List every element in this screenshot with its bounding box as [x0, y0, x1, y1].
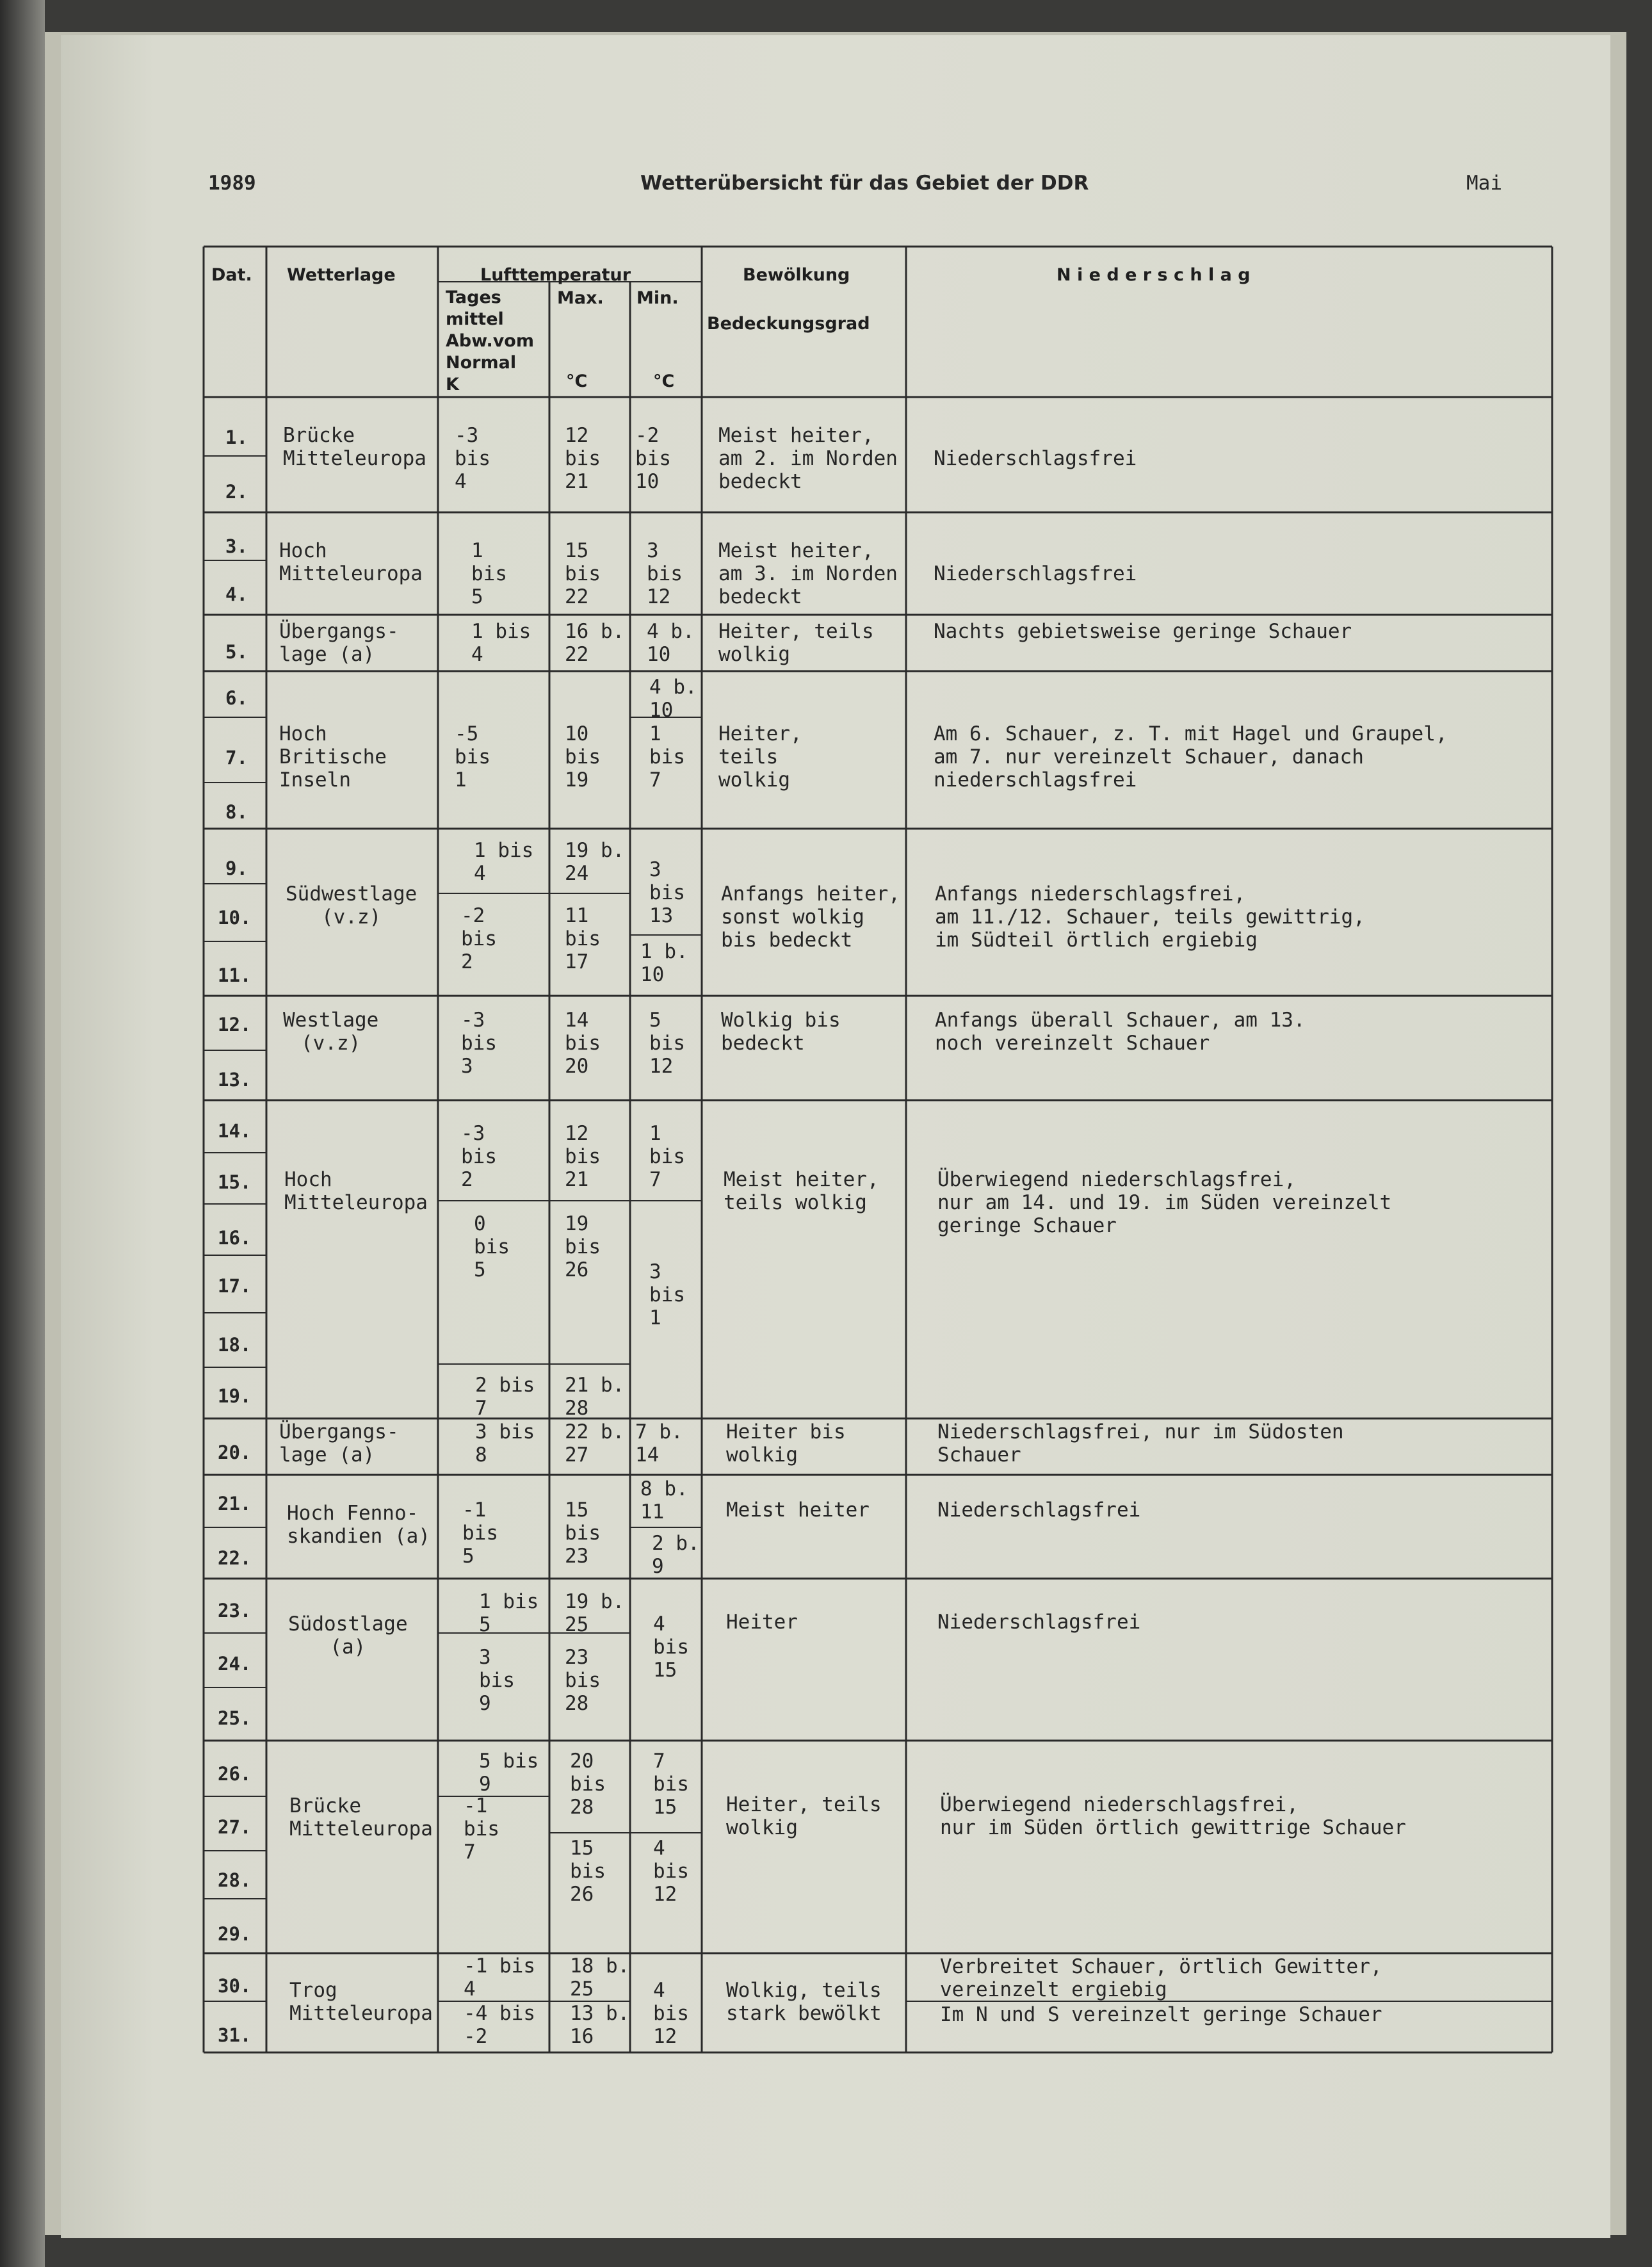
- max-temp: 18 b. 25: [570, 1954, 630, 2001]
- max-temp: 21 b. 28: [565, 1374, 625, 1420]
- cloud-cover: Heiter, teils wolkig: [718, 620, 874, 666]
- weather-situation: Brücke Mitteleuropa: [283, 424, 426, 470]
- daily-mean: 2 bis 7: [475, 1374, 535, 1420]
- max-temp: 20 bis 28: [570, 1750, 606, 1819]
- min-temp: 4 b. 10: [647, 620, 695, 666]
- min-temp: 7 b. 14: [635, 1420, 683, 1467]
- max-temp: 22 b. 27: [565, 1420, 625, 1467]
- col-date-header: Dat.: [211, 265, 252, 285]
- precipitation: Niederschlagsfrei, nur im Südosten Schauer: [937, 1420, 1344, 1467]
- day-number: 8.: [225, 801, 248, 823]
- weather-situation: Hoch Mitteleuropa: [284, 1168, 428, 1214]
- max-temp: 15 bis 26: [570, 1837, 606, 1906]
- day-number: 23.: [218, 1600, 252, 1621]
- min-temp: 1 bis 7: [649, 722, 685, 792]
- precipitation: Anfangs niederschlagsfrei, am 11./12. Schauer, teils gewittrig, im Südteil örtlich ergiebig: [935, 882, 1365, 952]
- daily-mean: -4 bis -2: [464, 2002, 535, 2048]
- min-temp: 4 bis 12: [653, 1979, 689, 2048]
- max-temp: 19 b. 24: [565, 839, 625, 885]
- header-year: 1989: [208, 172, 256, 195]
- col-max-header: Max.: [557, 288, 604, 308]
- day-number: 16.: [218, 1227, 252, 1249]
- cloud-cover: Heiter bis wolkig: [726, 1420, 846, 1467]
- day-number: 25.: [218, 1707, 252, 1729]
- daily-mean: -1 bis 7: [464, 1794, 499, 1864]
- min-temp: 8 b. 11: [640, 1477, 688, 1524]
- day-number: 29.: [218, 1923, 252, 1945]
- cloud-cover: Wolkig bis bedeckt: [721, 1009, 841, 1055]
- col-situation-header: Wetterlage: [287, 265, 396, 285]
- min-temp: 4 bis 12: [653, 1837, 689, 1906]
- cloud-cover: Meist heiter, am 3. im Norden bedeckt: [718, 539, 898, 608]
- min-temp: 4 b. 10: [649, 676, 697, 722]
- max-temp: 16 b. 22: [565, 620, 625, 666]
- max-temp: 13 b. 16: [570, 2002, 630, 2048]
- day-number: 3.: [225, 535, 248, 557]
- min-temp: 2 b. 9: [652, 1532, 700, 1578]
- day-number: 19.: [218, 1385, 252, 1407]
- day-number: 18.: [218, 1334, 252, 1356]
- weather-situation: Übergangs- lage (a): [279, 1420, 399, 1467]
- daily-mean: -1 bis 5: [462, 1499, 498, 1568]
- day-number: 6.: [225, 687, 248, 709]
- col-min-unit: °C: [653, 371, 675, 391]
- day-number: 4.: [225, 583, 248, 605]
- min-temp: 3 bis 13: [649, 858, 685, 927]
- cloud-cover: Heiter: [726, 1611, 798, 1634]
- min-temp: -2 bis 10: [635, 424, 671, 493]
- header-month: Mai: [1466, 172, 1502, 195]
- max-temp: 15 bis 23: [565, 1499, 601, 1568]
- max-temp: 10 bis 19: [565, 722, 601, 792]
- day-number: 12.: [218, 1014, 252, 1036]
- min-temp: 3 bis 1: [649, 1260, 685, 1329]
- weather-situation: Südwestlage (v.z): [286, 882, 417, 929]
- cloud-cover: Meist heiter, teils wolkig: [724, 1168, 879, 1214]
- max-temp: 23 bis 28: [565, 1646, 601, 1715]
- min-temp: 5 bis 12: [649, 1009, 685, 1078]
- max-temp: 19 bis 26: [565, 1212, 601, 1281]
- weather-situation: Übergangs- lage (a): [279, 620, 399, 666]
- daily-mean: 3 bis 8: [475, 1420, 535, 1467]
- precipitation: Niederschlagsfrei: [934, 562, 1137, 585]
- day-number: 24.: [218, 1653, 252, 1675]
- max-temp: 12 bis 21: [565, 424, 601, 493]
- weather-situation: Hoch Britische Inseln: [279, 722, 387, 792]
- day-number: 11.: [218, 964, 252, 986]
- daily-mean: 1 bis 5: [479, 1590, 539, 1636]
- col-cloud-sub: Bedeckungsgrad: [707, 314, 870, 334]
- col-min-header: Min.: [636, 288, 679, 308]
- max-temp: 19 b. 25: [565, 1590, 625, 1636]
- daily-mean: -5 bis 1: [455, 722, 490, 792]
- day-number: 22.: [218, 1547, 252, 1569]
- day-number: 30.: [218, 1975, 252, 1997]
- cloud-cover: Meist heiter, am 2. im Norden bedeckt: [718, 424, 898, 493]
- min-temp: 7 bis 15: [653, 1750, 689, 1819]
- col-mean-header: Tages mittel Abw.vom Normal K: [446, 288, 534, 394]
- max-temp: 11 bis 17: [565, 904, 601, 973]
- min-temp: 1 b. 10: [640, 940, 688, 986]
- weather-situation: Hoch Mitteleuropa: [279, 539, 423, 585]
- daily-mean: -3 bis 2: [461, 1122, 497, 1191]
- cloud-cover: Meist heiter: [726, 1499, 870, 1522]
- daily-mean: 1 bis 4: [474, 839, 534, 885]
- weather-situation: Trog Mitteleuropa: [289, 1979, 433, 2025]
- col-precip-header: N i e d e r s c h l a g: [1057, 265, 1251, 285]
- precipitation: Überwiegend niederschlagsfrei, nur am 14. und 19. im Süden vereinzelt geringe Schauer: [937, 1168, 1392, 1237]
- day-number: 2.: [225, 481, 248, 503]
- col-cloud-header: Bewölkung: [743, 265, 850, 285]
- day-number: 27.: [218, 1816, 252, 1838]
- col-max-unit: °C: [566, 371, 588, 391]
- daily-mean: 1 bis 4: [471, 620, 531, 666]
- max-temp: 12 bis 21: [565, 1122, 601, 1191]
- daily-mean: 1 bis 5: [471, 539, 507, 608]
- day-number: 21.: [218, 1493, 252, 1515]
- day-number: 9.: [225, 857, 248, 879]
- weather-situation: Hoch Fenno- skandien (a): [287, 1502, 430, 1548]
- col-airtemp-header: Lufttemperatur: [480, 265, 631, 285]
- daily-mean: -3 bis 4: [455, 424, 490, 493]
- daily-mean: 3 bis 9: [479, 1646, 515, 1715]
- day-number: 15.: [218, 1171, 252, 1193]
- day-number: 28.: [218, 1869, 252, 1891]
- precipitation: Niederschlagsfrei: [937, 1611, 1141, 1634]
- day-number: 26.: [218, 1763, 252, 1785]
- precipitation: Verbreitet Schauer, örtlich Gewitter, vereinzelt ergiebig: [940, 1955, 1382, 2001]
- cloud-cover: Heiter, teils wolkig: [726, 1793, 882, 1839]
- precipitation: Am 6. Schauer, z. T. mit Hagel und Graupel, am 7. nur vereinzelt Schauer, danach niederschlagsfrei: [934, 722, 1448, 792]
- max-temp: 15 bis 22: [565, 539, 601, 608]
- precipitation: Nachts gebietsweise geringe Schauer: [934, 620, 1352, 643]
- precipitation: Niederschlagsfrei: [937, 1499, 1141, 1522]
- day-number: 17.: [218, 1275, 252, 1297]
- day-number: 14.: [218, 1120, 252, 1142]
- daily-mean: 5 bis 9: [479, 1750, 539, 1796]
- max-temp: 14 bis 20: [565, 1009, 601, 1078]
- day-number: 1.: [225, 427, 248, 448]
- day-number: 20.: [218, 1442, 252, 1463]
- precipitation: Überwiegend niederschlagsfrei, nur im Süden örtlich gewittrige Schauer: [940, 1793, 1406, 1839]
- weather-situation: Brücke Mitteleuropa: [289, 1794, 433, 1840]
- daily-mean: -3 bis 3: [461, 1009, 497, 1078]
- day-number: 7.: [225, 747, 248, 768]
- min-temp: 1 bis 7: [649, 1122, 685, 1191]
- header-title: Wetterübersicht für das Gebiet der DDR: [640, 172, 1089, 195]
- precipitation: Niederschlagsfrei: [934, 447, 1137, 470]
- precipitation: Im N und S vereinzelt geringe Schauer: [940, 2003, 1382, 2026]
- weather-situation: Westlage (v.z): [283, 1009, 379, 1055]
- daily-mean: 0 bis 5: [474, 1212, 510, 1281]
- daily-mean: -2 bis 2: [461, 904, 497, 973]
- cloud-cover: Anfangs heiter, sonst wolkig bis bedeckt: [721, 882, 900, 952]
- weather-situation: Südostlage (a): [288, 1613, 408, 1659]
- day-number: 31.: [218, 2024, 252, 2046]
- cloud-cover: Wolkig, teils stark bewölkt: [726, 1979, 882, 2025]
- daily-mean: -1 bis 4: [464, 1954, 535, 2001]
- min-temp: 4 bis 15: [653, 1613, 689, 1682]
- cloud-cover: Heiter, teils wolkig: [718, 722, 802, 792]
- day-number: 10.: [218, 907, 252, 929]
- day-number: 5.: [225, 641, 248, 663]
- precipitation: Anfangs überall Schauer, am 13. noch vereinzelt Schauer: [935, 1009, 1306, 1055]
- min-temp: 3 bis 12: [647, 539, 683, 608]
- day-number: 13.: [218, 1069, 252, 1091]
